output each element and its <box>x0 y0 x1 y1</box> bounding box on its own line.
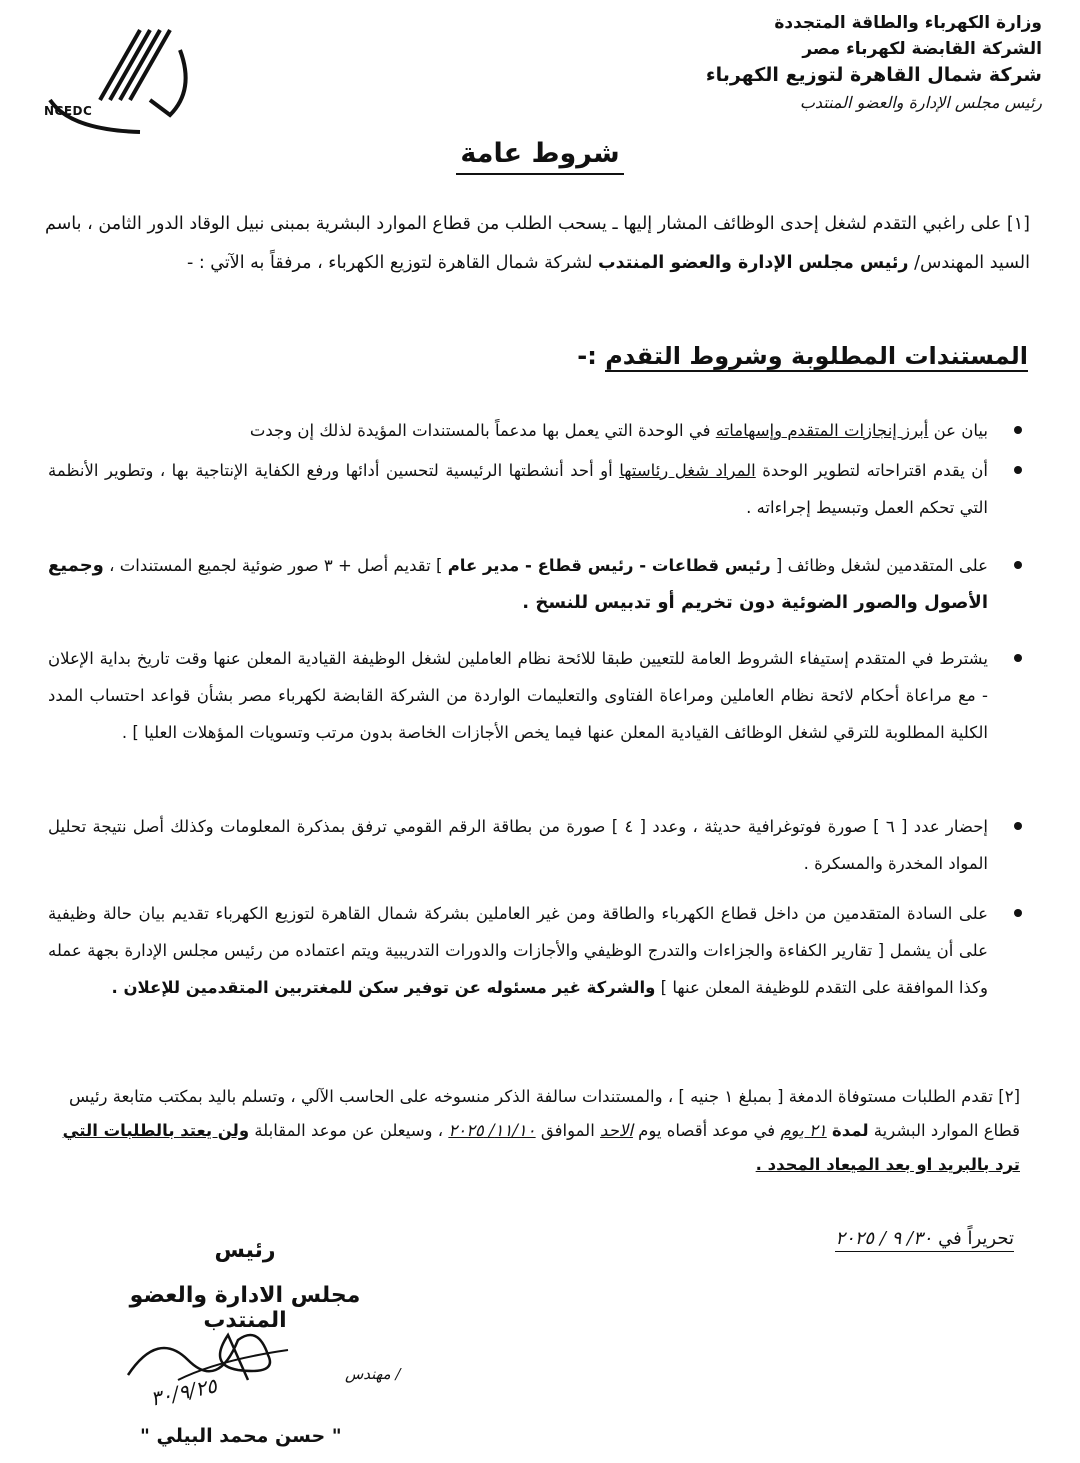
paragraph-2: [٢] تقدم الطلبات مستوفاة الدمغة [ بمبلغ ١ جنيه ] ، والمستندات سالفة الذكر منسوخه على الحاسب الآلي ، وتسلم باليد بمكتب متابعة رئيس قطاع الموارد البشرية لمدة ٢١ يوم في موعد أقصاه يوم الاحد الموافق ١١/١٠/ ٢٠٢٥ ، وسيعلن عن موعد المقابلة ولن يعتد بالطلبات التي ترد بالبريد او بعد الميعاد المحدد . <box>62 1087 1020 1174</box>
bullet-icon <box>1014 561 1022 569</box>
bullet-icon <box>1014 654 1022 662</box>
signatory-title: رئيس <box>214 1238 276 1263</box>
handwritten-addressee: رئيس مجلس الإدارة والعضو المنتدب <box>799 93 1042 112</box>
logo-text: NCEDC <box>44 104 93 118</box>
bullet-item: على السادة المتقدمين من داخل قطاع الكهرباء والطاقة ومن غير العاملين بشركة شمال القاهرة لتوزيع الكهرباء تقديم بيان حالة وظيفية على أن يشمل [ تقارير الكفاءة والجزاءات والتدرج الوظيفي والأجازات والدورات التدريبية ويتم اعتماده من رئيس مجلس الإدارة بجهة عمله وكذا الموافقة على التقدم للوظيفة المعلن عنها ] والشركة غير مسئوله عن توفير سكن للمغتربين المتقدمين للإعلان . <box>48 895 988 1006</box>
bullet-item: إحضار عدد [ ٦ ] صورة فوتوغرافية حديثة ، وعدد [ ٤ ] صورة من بطاقة الرقم القومي ترفق بمذكرة المعلومات وكذلك أصل نتيجة تحليل المواد المخدرة والمسكرة . <box>48 808 988 882</box>
signatory-position: مجلس الادارة والعضو المنتدب <box>129 1283 361 1333</box>
handwritten-duration: ٢١ يوم <box>780 1121 827 1140</box>
handwritten-day: الاحد <box>600 1121 633 1140</box>
bullet-item: أن يقدم اقتراحاته لتطوير الوحدة المراد شغل رئاستها أو أحد أنشطتها الرئيسية لتحسين أدائها ورفع الكفاية الإنتاجية بها ، وتطوير الأنظمة التي تحكم العمل وتبسيط إجراءاته . <box>48 452 988 526</box>
section-title: المستندات المطلوبة وشروط التقدم :- <box>577 342 1028 370</box>
paragraph-1: [١] على راغبي التقدم لشغل إحدى الوظائف المشار إليها ـ يسحب الطلب من قطاع الموارد البشرية بمبنى نبيل الوقاد الدور الثامن ، باسم السيد المهندس/ رئيس مجلس الإدارة والعضو المنتدب لشركة شمال القاهرة لتوزيع الكهرباء ، مرفقاً به الآتي : - <box>45 214 1030 273</box>
bullet-item: على المتقدمين لشغل وظائف [ رئيس قطاعات - رئيس قطاع - مدير عام ] تقديم أصل + ٣ صور ضوئية لجميع المستندات ، وجميع الأصول والصور الضوئية دون تخريم أو تدبيس للنسخ . <box>48 547 988 621</box>
bullet-icon <box>1014 426 1022 434</box>
holding-company-name: الشركة القابضة لكهرباء مصر <box>802 39 1042 59</box>
signatory-name: " حسن محمد البيلي " <box>140 1425 342 1447</box>
engineer-label: مهندس / <box>345 1365 401 1383</box>
letterhead <box>522 10 1042 118</box>
bullet-item: يشترط في المتقدم إستيفاء الشروط العامة للتعيين طبقا للائحة نظام العاملين لشغل الوظيفة القيادية المعلن عنها وقت تاريخ بداية الإعلان - مع مراعاة أحكام لائحة نظام العاملين ومراعاة الفتاوى والتعليمات الواردة من الشركة القابضة لكهرباء مصر بشأن قواعد احتساب المدد الكلية المطلوبة للترقي لشغل الوظائف القيادية المعلن عنها فيما يخص الأجازات الخاصة بدون مرتب وتسويات المؤهلات العليا ] . <box>48 640 988 751</box>
signature-date: ٣٠/٩/٢٥ <box>148 1373 219 1411</box>
company-logo <box>30 20 200 140</box>
company-name: شركة شمال القاهرة لتوزيع الكهرباء <box>705 64 1042 86</box>
handwritten-date: ١١/١٠/ ٢٠٢٥ <box>448 1121 536 1140</box>
bullet-item: بيان عن أبرز إنجازات المتقدم وإسهاماته في الوحدة التي يعمل بها مدعماً بالمستندات المؤيدة لذلك إن وجدت <box>48 412 988 449</box>
issue-date: تحريراً في ٣٠/ ٩ / ٢٠٢٥ <box>835 1228 1014 1252</box>
bullet-icon <box>1014 822 1022 830</box>
paragraph-number: [١] <box>1006 214 1030 234</box>
bullet-icon <box>1014 909 1022 917</box>
ministry-name: وزارة الكهرباء والطاقة المتجددة <box>774 13 1042 33</box>
page-title: شروط عامة <box>0 138 1080 169</box>
bullet-icon <box>1014 466 1022 474</box>
